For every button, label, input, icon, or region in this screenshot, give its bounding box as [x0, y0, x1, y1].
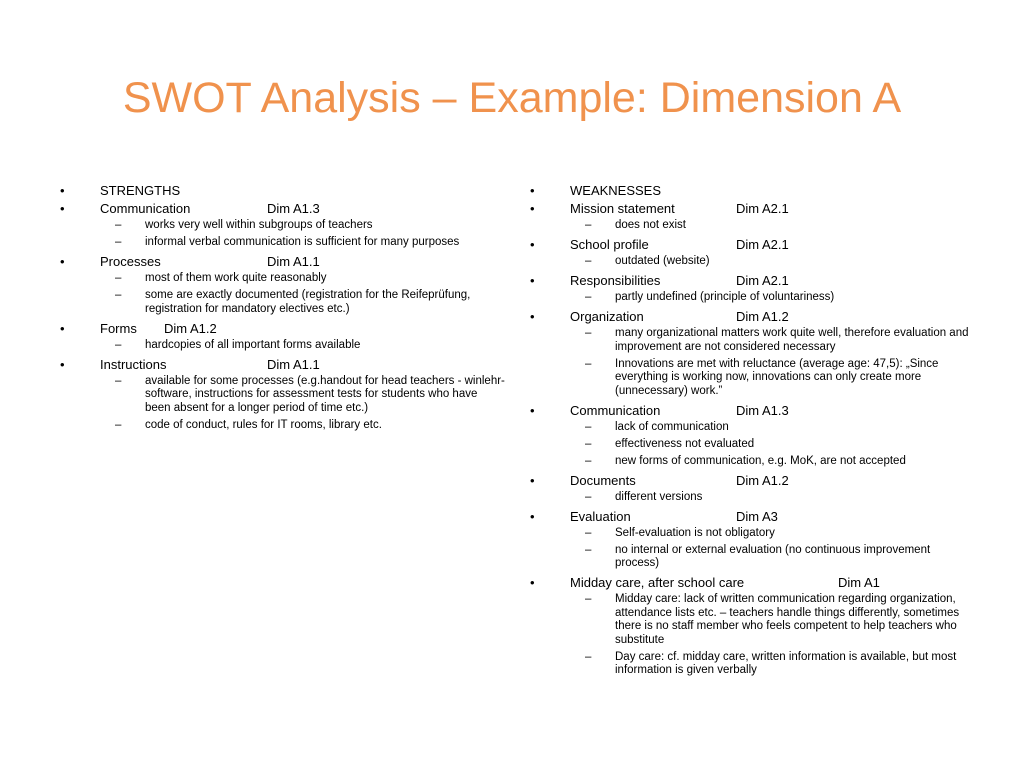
weakness-midday-care: [530, 574, 970, 592]
dash-icon: –: [585, 437, 592, 450]
dash-icon: –: [585, 650, 592, 663]
dimension-code: Dim A1.2: [736, 309, 789, 324]
dash-icon: –: [115, 236, 122, 248]
sub-item-text: no internal or external evaluation (no continuous improvement process): [615, 543, 931, 569]
dash-icon: –: [585, 219, 592, 231]
sub-item-text: Self-evaluation is not obligatory: [615, 526, 775, 539]
dash-icon: –: [585, 526, 592, 539]
sub-item: [530, 593, 970, 647]
sub-item-text: lack of communication: [615, 420, 729, 433]
strength-forms: [60, 320, 505, 338]
item-label: Communication: [100, 201, 191, 216]
sub-item-text: hardcopies of all important forms available: [145, 338, 361, 351]
sub-item-text: works very well within subgroups of teachers: [145, 219, 373, 231]
strengths-heading: STRENGTHS: [100, 183, 181, 198]
dash-icon: –: [585, 420, 592, 433]
sub-item: [530, 358, 970, 399]
dash-icon: –: [585, 291, 592, 303]
weakness-organization: [530, 308, 970, 326]
sub-item: [60, 219, 505, 233]
item-label: Midday care, after school care: [570, 575, 745, 590]
bullet-icon: •: [530, 472, 535, 488]
dimension-code: Dim A2.1: [736, 273, 789, 288]
item-label: Instructions: [100, 356, 167, 372]
item-label: Responsibilities: [570, 273, 661, 288]
dash-icon: –: [115, 418, 122, 431]
weakness-mission-statement: [530, 200, 970, 218]
weakness-communication: [530, 402, 970, 420]
weakness-school-profile: [530, 236, 970, 254]
dimension-code: Dim A1.1: [267, 356, 320, 372]
strengths-column: [60, 182, 505, 436]
dash-icon: –: [585, 357, 592, 370]
dash-icon: –: [115, 219, 122, 231]
bullet-icon: •: [530, 309, 535, 324]
sub-item: [60, 419, 505, 433]
item-label: Organization: [570, 309, 644, 324]
sub-item: [530, 544, 970, 571]
dimension-code: Dim A1.3: [267, 201, 320, 216]
sub-item: [60, 289, 505, 316]
sub-item: [60, 375, 505, 416]
dimension-code: Dim A1.2: [164, 320, 217, 336]
dimension-code: Dim A2.1: [736, 201, 789, 216]
bullet-icon: •: [60, 201, 65, 216]
bullet-icon: •: [60, 254, 65, 269]
dimension-code: Dim A1: [838, 575, 880, 590]
item-label: Communication: [570, 402, 661, 418]
dash-icon: –: [115, 289, 122, 301]
weakness-evaluation: [530, 508, 970, 526]
item-label: Mission statement: [570, 201, 675, 216]
dash-icon: –: [585, 593, 592, 605]
bullet-icon: •: [530, 183, 535, 198]
dimension-code: Dim A1.1: [267, 254, 320, 269]
weakness-documents: [530, 472, 970, 490]
sub-item: [60, 236, 505, 250]
bullet-icon: •: [60, 320, 65, 336]
sub-item: [530, 527, 970, 541]
strength-instructions: [60, 356, 505, 374]
slide-title: SWOT Analysis – Example: Dimension A: [122, 74, 902, 122]
sub-item: [530, 455, 970, 469]
dash-icon: –: [585, 255, 592, 267]
sub-item: [530, 438, 970, 452]
bullet-icon: •: [530, 575, 535, 590]
sub-item-text: available for some processes (e.g.handout for head teachers - winlehr-software, instructions for assessment tests for students who have been absent for a longer period of time etc.): [145, 374, 505, 414]
sub-item: [530, 651, 970, 678]
item-label: Processes: [100, 254, 161, 269]
weakness-responsibilities: [530, 272, 970, 290]
sub-item: [530, 491, 970, 505]
sub-item: [530, 219, 970, 233]
bullet-icon: •: [530, 508, 535, 524]
sub-item-text: Innovations are met with reluctance (average age: 47,5): „Since everything is working now, innovations can only create more (unnecessary) work.”: [615, 357, 939, 397]
dimension-code: Dim A3: [736, 508, 778, 524]
sub-item-text: new forms of communication, e.g. MoK, are not accepted: [615, 454, 906, 467]
sub-item: [530, 291, 970, 305]
sub-item-text: code of conduct, rules for IT rooms, library etc.: [145, 418, 382, 431]
dimension-code: Dim A1.2: [736, 472, 789, 488]
sub-item-text: partly undefined (principle of voluntariness): [615, 291, 835, 303]
bullet-icon: •: [530, 402, 535, 418]
dash-icon: –: [585, 543, 592, 556]
weaknesses-heading: WEAKNESSES: [570, 183, 662, 198]
sub-item-text: some are exactly documented (registration for the Reifeprüfung, registration for mandatory electives etc.): [145, 289, 471, 315]
sub-item-text: effectiveness not evaluated: [615, 437, 755, 450]
sub-item-text: different versions: [615, 490, 703, 503]
bullet-icon: •: [60, 183, 65, 198]
bullet-icon: •: [530, 237, 535, 252]
dimension-code: Dim A2.1: [736, 237, 789, 252]
sub-item-text: most of them work quite reasonably: [145, 272, 327, 284]
strengths-heading-item: [60, 182, 505, 200]
strength-processes: [60, 253, 505, 271]
item-label: Forms: [100, 320, 137, 336]
sub-item-text: many organizational matters work quite well, therefore evaluation and improvement are not considered necessary: [615, 327, 969, 353]
sub-item: [60, 272, 505, 286]
sub-item-text: Midday care: lack of written communication regarding organization, attendance lists etc. – teachers handle things differently, sometimes there is no staff member who feels competent to help teachers who substitute: [615, 593, 960, 646]
sub-item: [530, 421, 970, 435]
dash-icon: –: [115, 374, 122, 387]
bullet-icon: •: [530, 201, 535, 216]
dash-icon: –: [585, 327, 592, 339]
strength-communication: [60, 200, 505, 218]
bullet-icon: •: [60, 356, 65, 372]
item-label: School profile: [570, 237, 649, 252]
weaknesses-column: [530, 182, 970, 681]
weaknesses-heading-item: [530, 182, 970, 200]
sub-item: [60, 339, 505, 353]
dash-icon: –: [585, 490, 592, 503]
dash-icon: –: [115, 272, 122, 284]
dash-icon: –: [585, 454, 592, 467]
sub-item: [530, 327, 970, 354]
sub-item: [530, 255, 970, 269]
sub-item-text: Day care: cf. midday care, written information is available, but most information is given verbally: [615, 650, 957, 676]
bullet-icon: •: [530, 273, 535, 288]
sub-item-text: informal verbal communication is sufficient for many purposes: [145, 236, 460, 248]
item-label: Evaluation: [570, 508, 631, 524]
dash-icon: –: [115, 338, 122, 351]
dimension-code: Dim A1.3: [736, 402, 789, 418]
sub-item-text: does not exist: [615, 219, 686, 231]
item-label: Documents: [570, 472, 636, 488]
sub-item-text: outdated (website): [615, 255, 710, 267]
